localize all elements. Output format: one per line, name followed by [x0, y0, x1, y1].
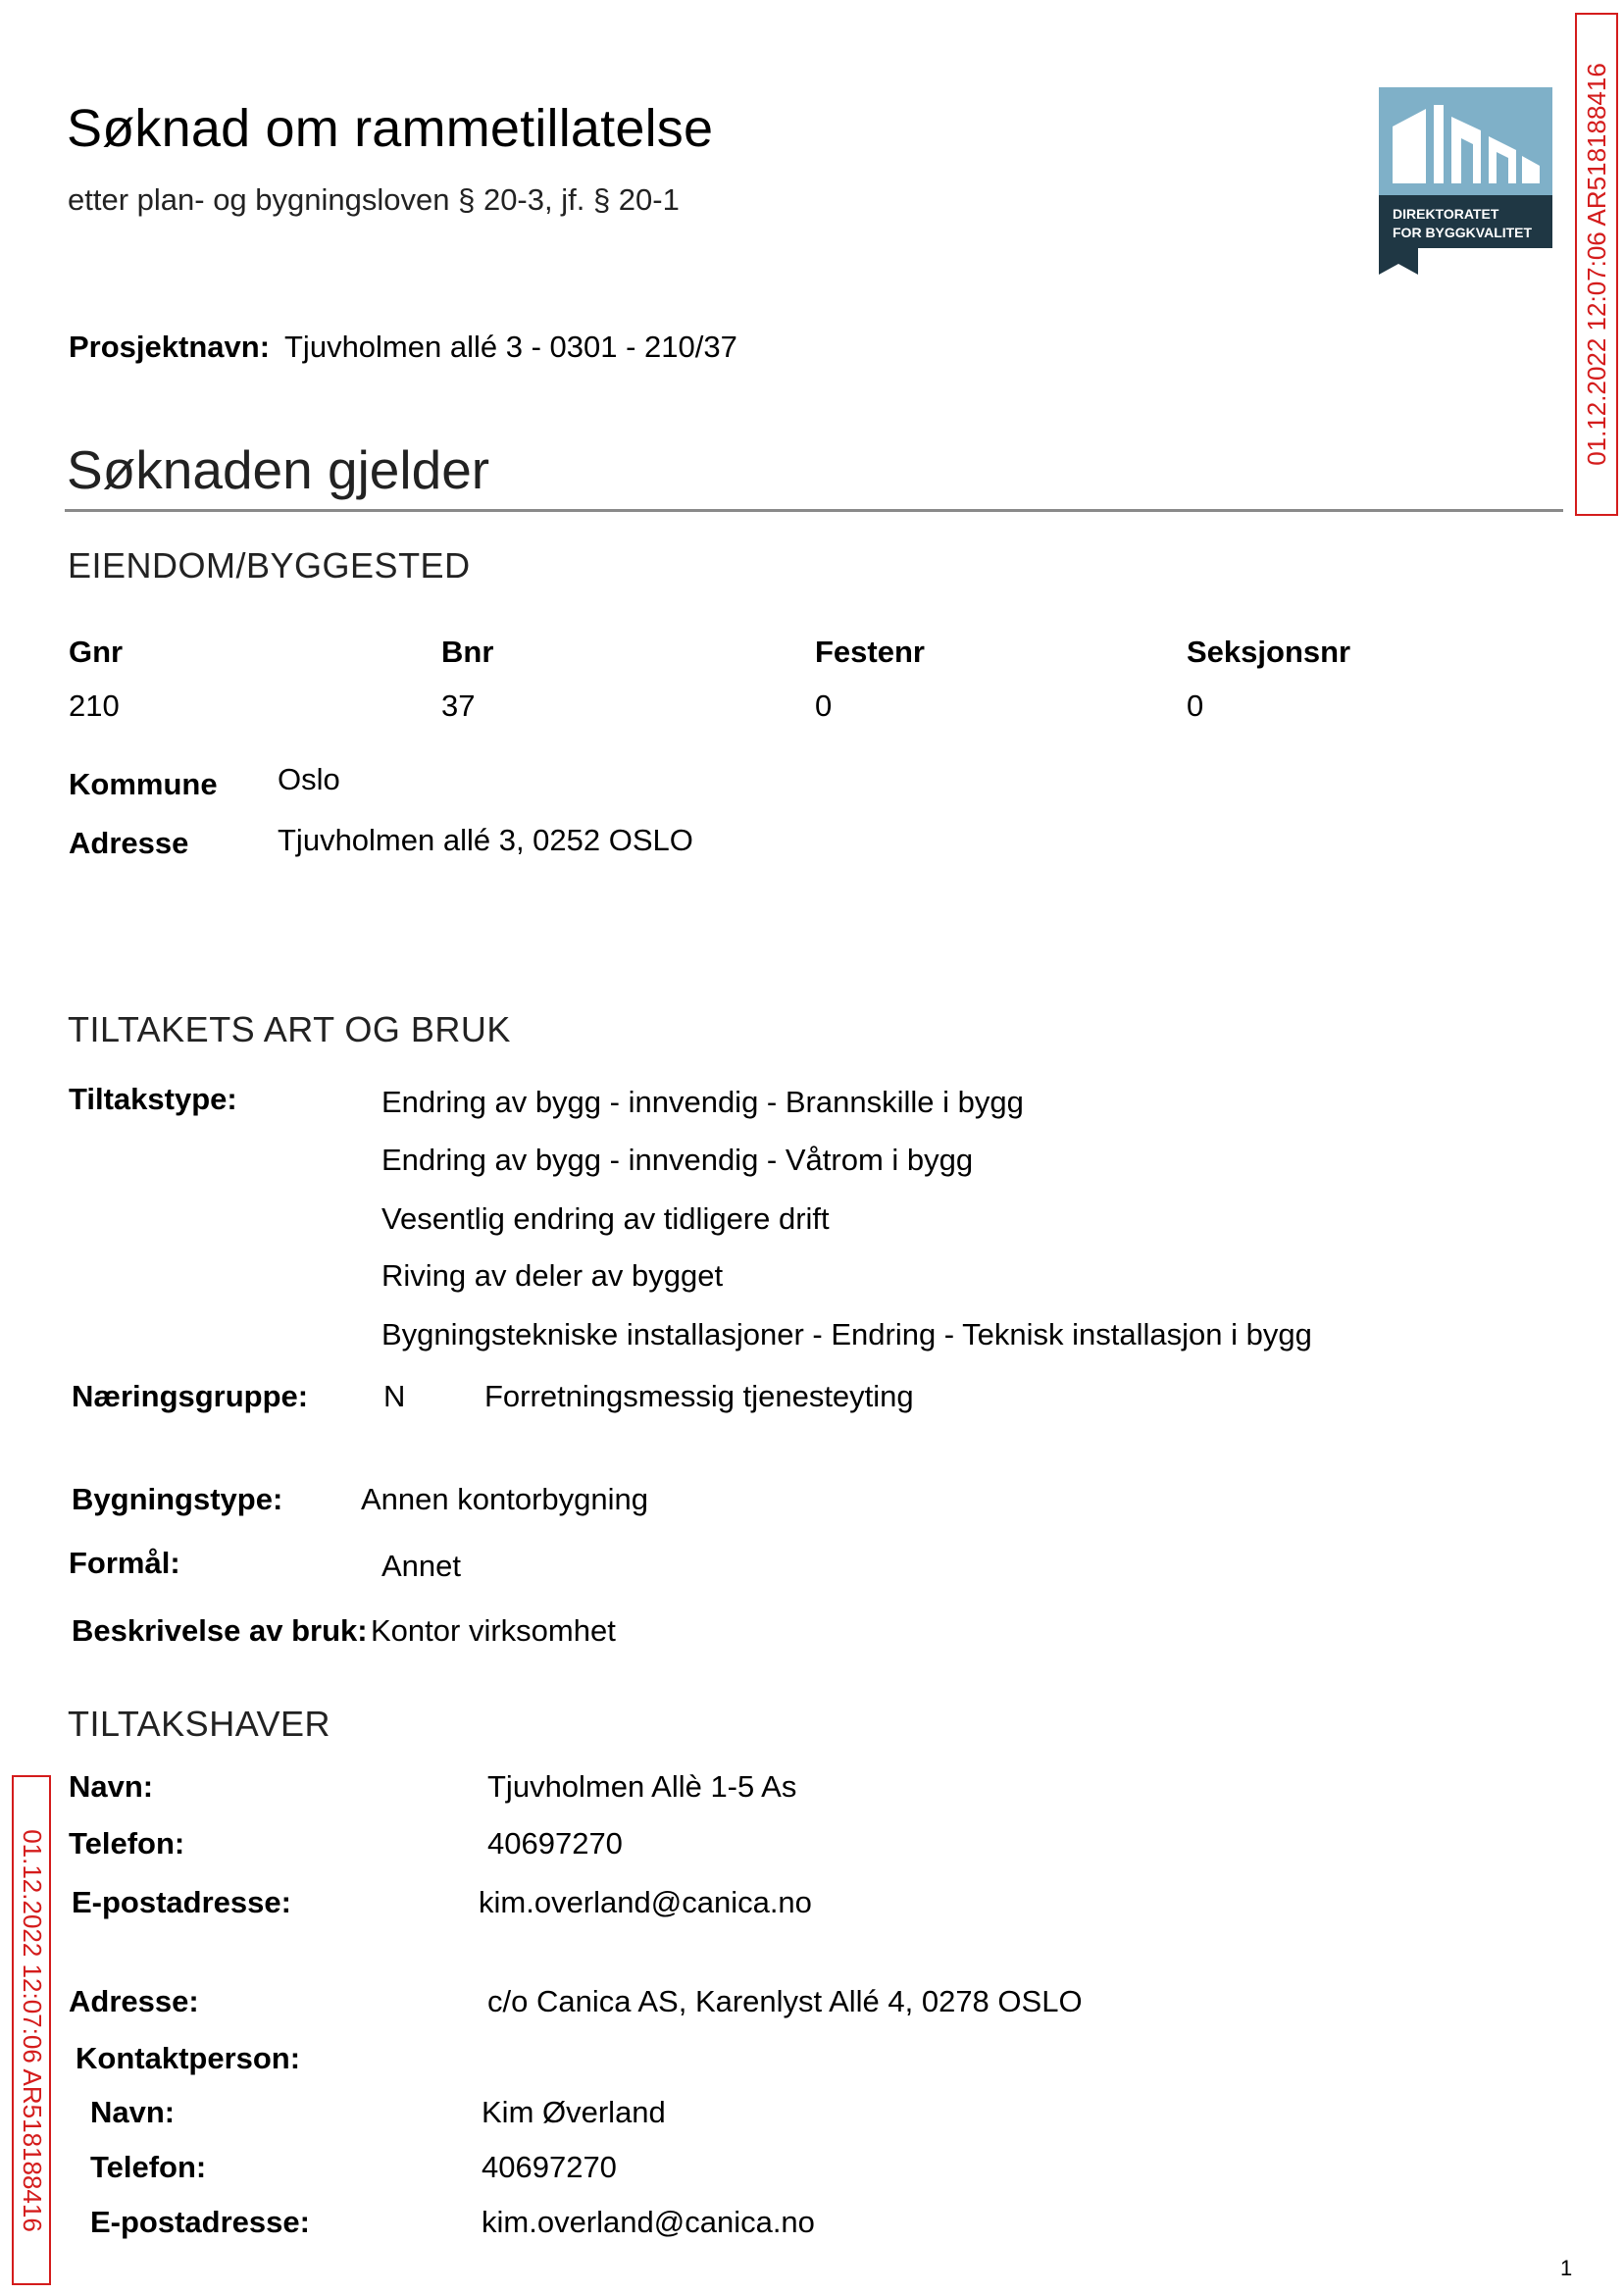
- beskrivelse-value: Kontor virksomhet: [371, 1613, 616, 1648]
- document-subtitle: etter plan- og bygningsloven § 20-3, jf. § 20-1: [68, 182, 680, 217]
- beskrivelse-label: Beskrivelse av bruk:: [72, 1613, 368, 1648]
- tiltakstype-item: Endring av bygg - innvendig - Våtrom i bygg: [381, 1143, 974, 1177]
- owner-email-label: E-postadresse:: [72, 1885, 291, 1919]
- festenr-label: Festenr: [815, 635, 925, 669]
- tiltakstype-item: Riving av deler av bygget: [381, 1258, 724, 1293]
- tiltakstype-item: Bygningstekniske installasjoner - Endring - Teknisk installasjon i bygg: [381, 1317, 1312, 1351]
- owner-name-label: Navn:: [69, 1769, 154, 1804]
- contact-name-label: Navn:: [90, 2095, 176, 2129]
- festenr-value: 0: [815, 688, 833, 723]
- contact-phone-value: 40697270: [482, 2150, 617, 2184]
- dibk-logo: [1379, 87, 1552, 275]
- naeringsgruppe-code: N: [383, 1379, 406, 1413]
- owner-email-value: kim.overland@canica.no: [479, 1885, 812, 1919]
- kommune-label: Kommune: [69, 767, 218, 801]
- kommune-value: Oslo: [278, 762, 340, 796]
- timestamp-stamp-left: 01.12.2022 12:07:06 AR518188416: [12, 1775, 51, 2285]
- tiltakstype-item: Endring av bygg - innvendig - Brannskille i bygg: [381, 1085, 1024, 1119]
- property-heading: EIENDOM/BYGGESTED: [68, 545, 471, 586]
- logo-text-line2: FOR BYGGKVALITET: [1393, 225, 1533, 240]
- contact-person-label: Kontaktperson:: [76, 2041, 301, 2075]
- bygningstype-value: Annen kontorbygning: [361, 1482, 649, 1516]
- adresse-label: Adresse: [69, 826, 189, 860]
- tiltakstype-label: Tiltakstype:: [69, 1082, 237, 1116]
- tiltakstype-item: Vesentlig endring av tidligere drift: [381, 1201, 830, 1236]
- measure-heading: TILTAKETS ART OG BRUK: [68, 1009, 511, 1049]
- owner-phone-label: Telefon:: [69, 1826, 185, 1861]
- contact-email-label: E-postadresse:: [90, 2205, 310, 2239]
- owner-name-value: Tjuvholmen Allè 1-5 As: [487, 1769, 797, 1804]
- formal-value: Annet: [381, 1549, 462, 1583]
- naeringsgruppe-value: Forretningsmessig tjenesteyting: [484, 1379, 914, 1413]
- naeringsgruppe-label: Næringsgruppe:: [72, 1379, 309, 1413]
- project-name-value: Tjuvholmen allé 3 - 0301 - 210/37: [284, 330, 737, 364]
- owner-heading: TILTAKSHAVER: [68, 1704, 331, 1744]
- contact-name-value: Kim Øverland: [482, 2095, 666, 2129]
- contact-email-value: kim.overland@canica.no: [482, 2205, 815, 2239]
- section-heading: Søknaden gjelder: [67, 439, 490, 500]
- owner-phone-value: 40697270: [487, 1826, 623, 1861]
- contact-phone-label: Telefon:: [90, 2150, 207, 2184]
- bygningstype-label: Bygningstype:: [72, 1482, 283, 1516]
- formal-label: Formål:: [69, 1546, 180, 1580]
- section-divider: [65, 509, 1563, 512]
- timestamp-stamp-right: 01.12.2022 12:07:06 AR518188416: [1575, 13, 1618, 516]
- owner-address-label: Adresse:: [69, 1984, 199, 2018]
- seksjonsnr-value: 0: [1187, 688, 1204, 723]
- adresse-value: Tjuvholmen allé 3, 0252 OSLO: [278, 823, 693, 857]
- bnr-value: 37: [441, 688, 476, 723]
- document-title: Søknad om rammetillatelse: [67, 99, 714, 158]
- page-number: 1: [1560, 2256, 1573, 2280]
- owner-address-value: c/o Canica AS, Karenlyst Allé 4, 0278 OSLO: [487, 1984, 1083, 2018]
- bnr-label: Bnr: [441, 635, 494, 669]
- logo-text-line1: DIREKTORATET: [1393, 206, 1499, 222]
- gnr-label: Gnr: [69, 635, 124, 669]
- seksjonsnr-label: Seksjonsnr: [1187, 635, 1351, 669]
- gnr-value: 210: [69, 688, 120, 723]
- project-name-label: Prosjektnavn:: [69, 330, 271, 364]
